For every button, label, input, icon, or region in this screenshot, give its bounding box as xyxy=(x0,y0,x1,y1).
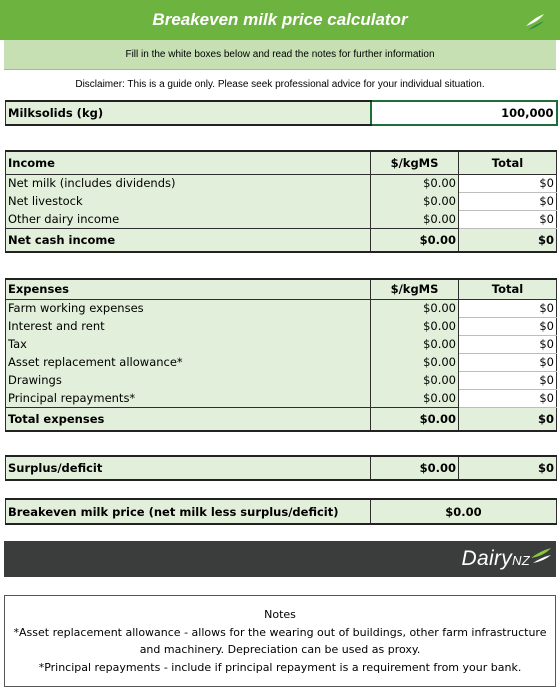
table-row xyxy=(6,174,557,192)
notes-line: and machinery. Depreciation can be used as proxy. xyxy=(139,643,421,656)
income-row-label: Net milk (includes dividends) xyxy=(6,174,371,192)
table-row xyxy=(6,192,557,210)
milksolids-label: Milksolids (kg) xyxy=(6,101,371,125)
total-expenses-total: $0 xyxy=(459,407,557,431)
expense-row-label: Principal repayments* xyxy=(6,389,371,407)
instructions-text: Fill in the white boxes below and read the notes for further information xyxy=(125,49,435,60)
page-title: Breakeven milk price calculator xyxy=(152,10,408,29)
surplus-deficit-label: Surplus/deficit xyxy=(6,456,371,480)
expense-row-total-input[interactable]: $0 xyxy=(459,389,557,407)
income-row-label: Other dairy income xyxy=(6,210,371,228)
expense-row-label: Interest and rent xyxy=(6,317,371,335)
breakeven-value: $0.00 xyxy=(371,499,557,524)
expense-row-rate: $0.00 xyxy=(371,299,459,317)
income-row-total-input[interactable]: $0 xyxy=(459,192,557,210)
expense-row-rate: $0.00 xyxy=(371,317,459,335)
expense-row-total-input[interactable]: $0 xyxy=(459,335,557,353)
table-row xyxy=(6,317,557,335)
income-rate-header: $/kgMS xyxy=(371,151,459,174)
disclaimer-text: Disclaimer: This is a guide only. Please seek professional advice for your individual situation. xyxy=(75,79,485,90)
total-expenses-label: Total expenses xyxy=(6,407,371,431)
expense-row-rate: $0.00 xyxy=(371,371,459,389)
dairynz-leaf-icon xyxy=(530,546,552,564)
income-row-rate: $0.00 xyxy=(371,210,459,228)
expense-row-rate: $0.00 xyxy=(371,353,459,371)
net-cash-income-total: $0 xyxy=(459,228,557,252)
expense-row-total-input[interactable]: $0 xyxy=(459,317,557,335)
total-expenses-rate: $0.00 xyxy=(371,407,459,431)
expenses-rate-header: $/kgMS xyxy=(371,279,459,299)
expenses-heading: Expenses xyxy=(6,279,371,299)
dairynz-logo-text xyxy=(462,544,530,574)
brand-name: Dairy xyxy=(461,547,513,570)
expense-row-total-input[interactable]: $0 xyxy=(459,371,557,389)
table-row xyxy=(6,299,557,317)
income-total-header: Total xyxy=(459,151,557,174)
expense-row-total-input[interactable]: $0 xyxy=(459,299,557,317)
net-cash-income-label: Net cash income xyxy=(6,228,371,252)
expenses-total-header: Total xyxy=(459,279,557,299)
milksolids-input[interactable]: 100,000 xyxy=(371,101,557,125)
breakeven-label: Breakeven milk price (net milk less surplus/deficit) xyxy=(6,499,371,524)
income-row-total-input[interactable]: $0 xyxy=(459,210,557,228)
expense-row-rate: $0.00 xyxy=(371,389,459,407)
expense-row-label: Farm working expenses xyxy=(6,299,371,317)
expense-row-rate: $0.00 xyxy=(371,335,459,353)
expense-row-label: Drawings xyxy=(6,371,371,389)
surplus-deficit-total: $0 xyxy=(459,456,557,480)
notes-box xyxy=(4,595,556,687)
income-row-total-input[interactable]: $0 xyxy=(459,174,557,192)
expense-row-label: Asset replacement allowance* xyxy=(6,353,371,371)
table-row xyxy=(6,389,557,407)
table-row xyxy=(6,335,557,353)
surplus-deficit-rate: $0.00 xyxy=(371,456,459,480)
income-row-rate: $0.00 xyxy=(371,174,459,192)
income-row-label: Net livestock xyxy=(6,192,371,210)
notes-line: *Principal repayments - include if principal repayment is a requirement from your bank. xyxy=(38,660,522,674)
income-table xyxy=(5,150,557,253)
table-row xyxy=(6,371,557,389)
expense-row-total-input[interactable]: $0 xyxy=(459,353,557,371)
net-cash-income-rate: $0.00 xyxy=(371,228,459,252)
table-row xyxy=(6,353,557,371)
milksolids-table xyxy=(5,100,558,126)
expenses-table xyxy=(5,278,557,432)
surplus-table xyxy=(5,455,557,481)
notes-title: Notes xyxy=(264,608,296,621)
expense-row-label: Tax xyxy=(6,335,371,353)
notes-line: *Asset replacement allowance - allows for the wearing out of buildings, other farm infrastructure xyxy=(13,625,547,639)
dairynz-leaf-icon xyxy=(524,10,546,32)
breakeven-table xyxy=(5,498,557,525)
table-row xyxy=(6,210,557,228)
income-heading: Income xyxy=(6,151,371,174)
income-row-rate: $0.00 xyxy=(371,192,459,210)
brand-suffix: NZ xyxy=(512,553,530,568)
